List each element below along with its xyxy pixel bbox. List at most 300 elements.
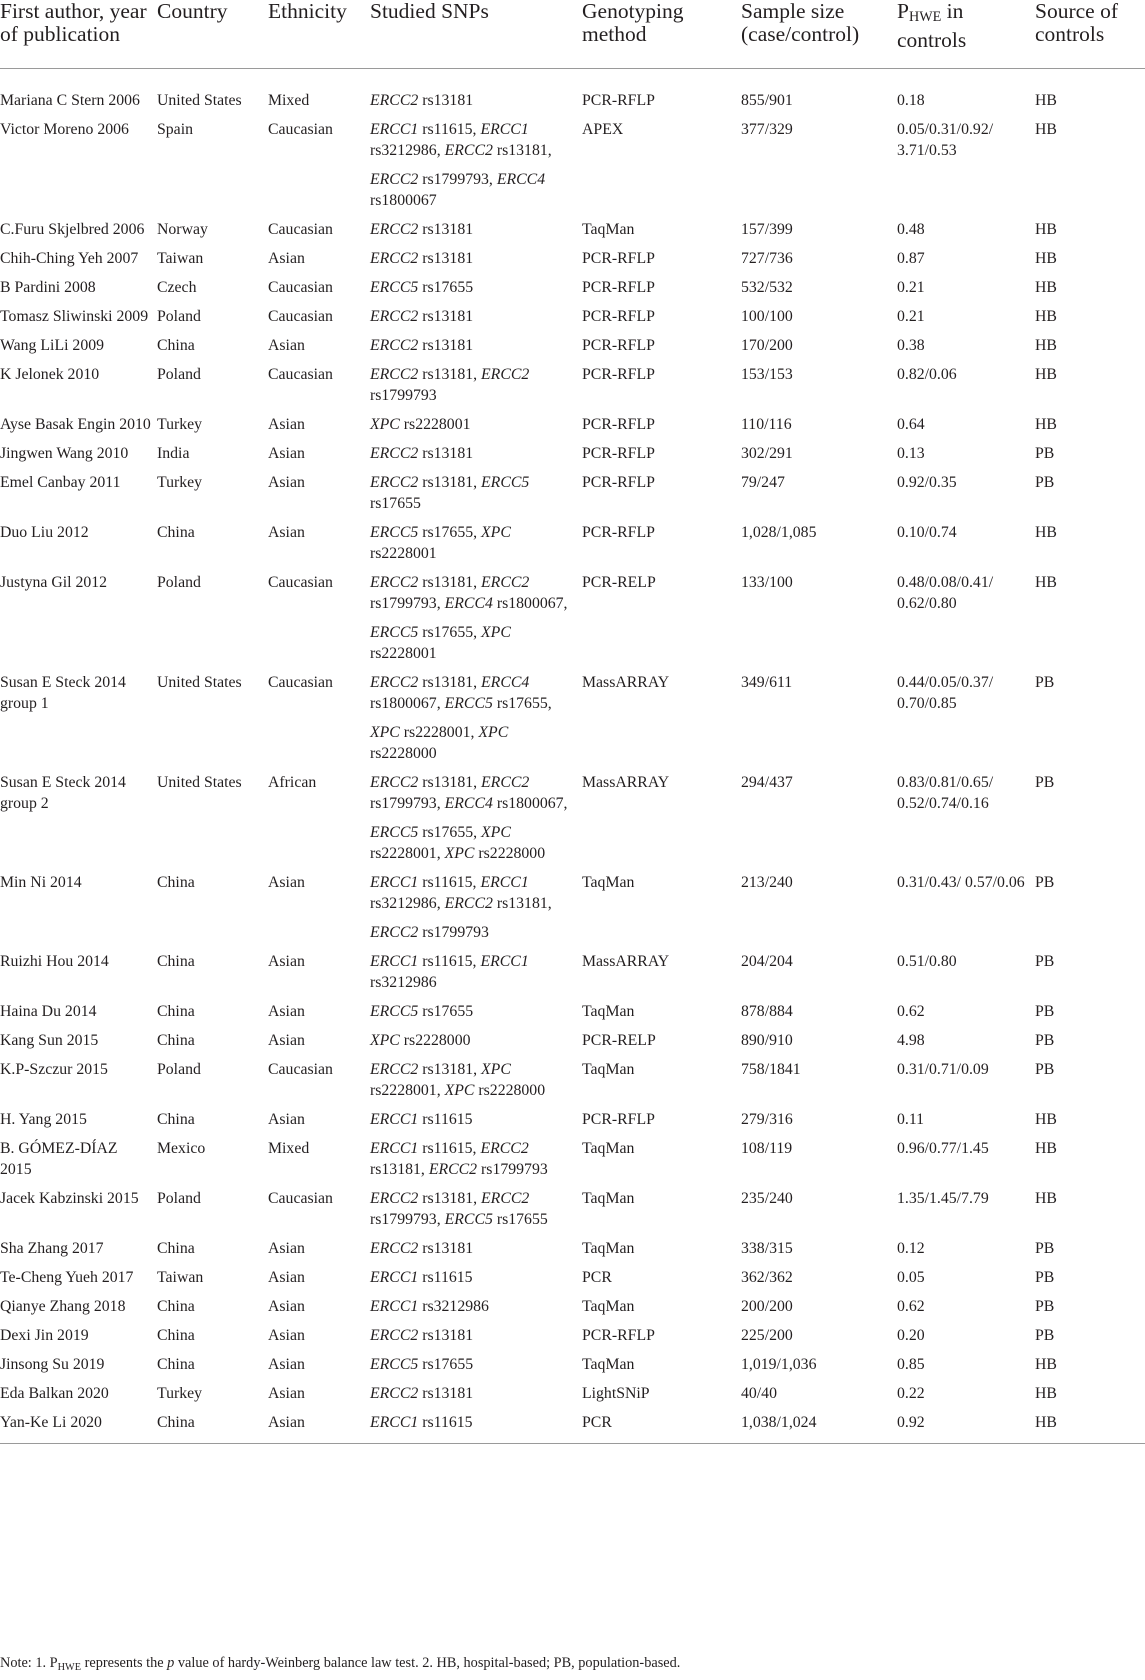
table-row [0, 443, 1145, 472]
cell-method: TaqMan [582, 1003, 635, 1020]
gene-name: ERCC2 [428, 1161, 478, 1178]
gene-name: XPC [481, 524, 511, 541]
cell-source: HB [1035, 1190, 1057, 1207]
cell-ethnicity: Asian [268, 1327, 305, 1344]
cell-sample-size: 377/329 [741, 121, 793, 138]
snp-line [370, 1109, 576, 1130]
snp-id: rs13181, [370, 1161, 429, 1178]
cell-phwe: 0.05/0.31/0.92/ 3.71/0.53 [897, 121, 994, 159]
cell-snps [370, 277, 582, 306]
cell-phwe: 0.48/0.08/0.41/ 0.62/0.80 [897, 574, 994, 612]
cell-country: China [157, 337, 195, 354]
snp-line [370, 169, 576, 211]
snp-id: rs1799793, [370, 1211, 445, 1228]
gene-name: ERCC2 [370, 1240, 419, 1257]
table-row [0, 1325, 1145, 1354]
cell-sample-size: 157/399 [741, 221, 793, 238]
snp-line [370, 722, 576, 764]
snp-id: rs13181, [492, 142, 552, 159]
cell-source: HB [1035, 250, 1057, 267]
snp-id: rs2228001 [399, 416, 471, 433]
cell-method: TaqMan [582, 1190, 635, 1207]
cell-phwe: 0.96/0.77/1.45 [897, 1140, 989, 1157]
cell-country: China [157, 874, 195, 891]
snp-id: rs2228000 [399, 1032, 471, 1049]
snp-id: rs3212986 [370, 974, 437, 991]
snp-id: rs17655, [418, 624, 482, 641]
cell-sample-size: 890/910 [741, 1032, 793, 1049]
note-p-italic: p [167, 1655, 175, 1671]
cell-country: Turkey [157, 1385, 203, 1402]
snp-id: rs2228000 [474, 1082, 546, 1099]
cell-method: LightSNiP [582, 1385, 650, 1402]
snp-line [370, 772, 576, 814]
snp-line [370, 90, 576, 111]
cell-source: HB [1035, 574, 1057, 591]
gene-name: ERCC5 [370, 1003, 419, 1020]
cell-phwe: 1.35/1.45/7.79 [897, 1190, 989, 1207]
gene-name: ERCC2 [370, 308, 419, 325]
cell-snps [370, 1059, 582, 1109]
snp-id: rs13181, [418, 1061, 482, 1078]
cell-ethnicity: Asian [268, 445, 305, 462]
gene-name: ERCC2 [370, 221, 419, 238]
gene-name: ERCC1 [370, 953, 419, 970]
snp-id: rs17655 [418, 1003, 474, 1020]
cell-ethnicity: Caucasian [268, 1061, 333, 1078]
snp-line [370, 443, 576, 464]
gene-name: ERCC1 [370, 1414, 419, 1431]
snp-line [370, 1296, 576, 1317]
gene-name: ERCC4 [444, 795, 493, 812]
cell-method: MassARRAY [582, 953, 670, 970]
cell-phwe: 0.83/0.81/0.65/ 0.52/0.74/0.16 [897, 774, 994, 812]
cell-snps [370, 1001, 582, 1030]
gene-name: XPC [481, 824, 511, 841]
snp-id: rs2228000 [474, 845, 546, 862]
cell-author: Jinsong Su 2019 [0, 1356, 105, 1373]
cell-author: Min Ni 2014 [0, 874, 82, 891]
phwe-subscript: HWE [908, 9, 942, 25]
table-row [0, 1109, 1145, 1138]
cell-author: K.P-Szczur 2015 [0, 1061, 108, 1078]
cell-ethnicity: Asian [268, 416, 305, 433]
table-row [0, 1030, 1145, 1059]
snp-id: rs3212986, [370, 142, 445, 159]
cell-source: HB [1035, 366, 1057, 383]
cell-source: PB [1035, 474, 1055, 491]
table-row [0, 335, 1145, 364]
snp-id: rs1800067 [370, 192, 437, 209]
cell-method: PCR-RFLP [582, 1111, 655, 1128]
gene-name: ERCC2 [370, 774, 419, 791]
cell-phwe: 0.21 [897, 308, 925, 325]
table-row [0, 219, 1145, 248]
snp-id: rs1800067, [492, 595, 568, 612]
cell-country: Czech [157, 279, 197, 296]
gene-name: XPC [478, 724, 509, 741]
cell-author: C.Furu Skjelbred 2006 [0, 221, 145, 238]
snp-id: rs17655, [418, 524, 482, 541]
cell-method: PCR [582, 1414, 612, 1431]
snp-line [370, 306, 576, 327]
cell-source: HB [1035, 1140, 1057, 1157]
cell-method: TaqMan [582, 1061, 635, 1078]
snp-id: rs1799793 [418, 924, 489, 941]
cell-ethnicity: Asian [268, 250, 305, 267]
cell-source: PB [1035, 874, 1055, 891]
cell-sample-size: 279/316 [741, 1111, 793, 1128]
cell-sample-size: 79/247 [741, 474, 785, 491]
snp-id: rs2228001, [399, 724, 479, 741]
cell-phwe: 0.85 [897, 1356, 925, 1373]
cell-country: Poland [157, 574, 201, 591]
cell-sample-size: 727/736 [741, 250, 793, 267]
gene-name: ERCC5 [370, 1356, 419, 1373]
note-prefix: Note: 1. P [0, 1655, 58, 1671]
table-row [0, 772, 1145, 872]
gene-name: ERCC2 [370, 474, 419, 491]
cell-ethnicity: Mixed [268, 92, 310, 109]
cell-ethnicity: Mixed [268, 1140, 310, 1157]
cell-snps [370, 472, 582, 522]
snp-line [370, 364, 576, 406]
note-subscript: HWE [57, 1662, 82, 1673]
cell-snps [370, 572, 582, 672]
cell-author: Te-Cheng Yueh 2017 [0, 1269, 134, 1286]
cell-ethnicity: Asian [268, 474, 305, 491]
snp-id: rs1800067, [370, 695, 445, 712]
snp-id: rs17655 [370, 495, 421, 512]
cell-ethnicity: Caucasian [268, 121, 333, 138]
snp-line [370, 822, 576, 864]
cell-snps [370, 1138, 582, 1188]
cell-snps [370, 1325, 582, 1354]
cell-snps [370, 1109, 582, 1138]
cell-author: Haina Du 2014 [0, 1003, 97, 1020]
gene-name: ERCC2 [370, 337, 419, 354]
cell-country: China [157, 1111, 195, 1128]
gene-name: ERCC4 [481, 674, 530, 691]
snp-line [370, 219, 576, 240]
snp-id: rs11615 [418, 1111, 473, 1128]
table-row [0, 1188, 1145, 1238]
cell-source: HB [1035, 1111, 1057, 1128]
cell-method: PCR-RFLP [582, 1327, 655, 1344]
snp-id: rs1799793, [370, 595, 445, 612]
cell-source: HB [1035, 416, 1057, 433]
cell-country: China [157, 1356, 195, 1373]
cell-sample-size: 878/884 [741, 1003, 793, 1020]
cell-source: PB [1035, 1032, 1055, 1049]
cell-author: Eda Balkan 2020 [0, 1385, 109, 1402]
snp-id: rs2228001 [370, 645, 437, 662]
cell-author: Victor Moreno 2006 [0, 121, 129, 138]
cell-author: Kang Sun 2015 [0, 1032, 99, 1049]
cell-ethnicity: Caucasian [268, 308, 333, 325]
cell-phwe: 0.51/0.80 [897, 953, 957, 970]
header-snps: Studied SNPs [370, 0, 489, 23]
cell-snps [370, 1296, 582, 1325]
cell-snps [370, 119, 582, 219]
note-middle: represents the [81, 1655, 168, 1671]
cell-method: TaqMan [582, 1356, 635, 1373]
cell-snps [370, 522, 582, 572]
cell-phwe: 0.31/0.71/0.09 [897, 1061, 989, 1078]
gene-name: ERCC2 [370, 445, 419, 462]
cell-snps [370, 1267, 582, 1296]
gene-name: ERCC2 [481, 774, 530, 791]
cell-author: Susan E Steck 2014 group 1 [0, 674, 126, 712]
cell-phwe: 0.92 [897, 1414, 925, 1431]
cell-phwe: 0.18 [897, 92, 925, 109]
snp-id: rs13181, [418, 366, 482, 383]
table-row [0, 522, 1145, 572]
header-sample-size: Sample size (case/control) [741, 0, 860, 46]
table-row [0, 1383, 1145, 1412]
cell-method: APEX [582, 121, 624, 138]
cell-author: Jingwen Wang 2010 [0, 445, 129, 462]
cell-snps [370, 872, 582, 951]
gene-name: ERCC2 [370, 1385, 419, 1402]
table-row [0, 69, 1145, 120]
cell-method: MassARRAY [582, 774, 670, 791]
gene-name: ERCC1 [370, 874, 419, 891]
snp-id: rs3212986, [370, 895, 445, 912]
snp-id: rs13181 [418, 337, 474, 354]
cell-country: China [157, 953, 195, 970]
table-row [0, 1296, 1145, 1325]
snp-line [370, 622, 576, 664]
gene-name: ERCC2 [481, 1190, 530, 1207]
cell-author: Mariana C Stern 2006 [0, 92, 140, 109]
cell-snps [370, 248, 582, 277]
snp-id: rs13181, [418, 774, 482, 791]
snp-line [370, 522, 576, 564]
snp-line [370, 922, 576, 943]
gene-name: ERCC2 [370, 92, 419, 109]
snp-line [370, 951, 576, 993]
gene-name: ERCC5 [370, 624, 419, 641]
header-phwe [897, 0, 1035, 69]
table-row [0, 1267, 1145, 1296]
gene-name: ERCC2 [370, 1061, 419, 1078]
cell-method: PCR [582, 1269, 612, 1286]
note-suffix: value of hardy-Weinberg balance law test. 2. HB, hospital-based; PB, population-based. [174, 1655, 681, 1671]
cell-sample-size: 213/240 [741, 874, 793, 891]
gene-name: ERCC2 [370, 574, 419, 591]
cell-source: PB [1035, 1327, 1055, 1344]
gene-name: ERCC2 [481, 574, 530, 591]
table-row [0, 306, 1145, 335]
snp-line [370, 1267, 576, 1288]
snp-id: rs2228000 [370, 745, 437, 762]
cell-country: Turkey [157, 474, 203, 491]
cell-method: TaqMan [582, 1140, 635, 1157]
cell-snps [370, 772, 582, 872]
cell-method: TaqMan [582, 221, 635, 238]
snp-line [370, 572, 576, 614]
gene-name: ERCC2 [480, 1140, 529, 1157]
cell-source: HB [1035, 308, 1057, 325]
snp-id: rs13181, [418, 474, 482, 491]
gene-name: ERCC4 [444, 595, 493, 612]
cell-country: China [157, 1003, 195, 1020]
cell-author: Sha Zhang 2017 [0, 1240, 104, 1257]
cell-method: PCR-RFLP [582, 308, 655, 325]
cell-ethnicity: Asian [268, 874, 305, 891]
gene-name: XPC [444, 845, 475, 862]
cell-country: Taiwan [157, 250, 204, 267]
gene-name: ERCC2 [370, 1327, 419, 1344]
cell-country: Turkey [157, 416, 203, 433]
header-method: Genotyping method [582, 0, 684, 46]
snp-id: rs1799793, [418, 171, 497, 188]
cell-country: China [157, 1414, 195, 1431]
cell-author: Ayse Basak Engin 2010 [0, 416, 151, 433]
cell-phwe: 0.44/0.05/0.37/ 0.70/0.85 [897, 674, 994, 712]
cell-snps [370, 443, 582, 472]
cell-source: HB [1035, 1356, 1057, 1373]
phwe-label: in controls [897, 0, 967, 52]
cell-method: PCR-RFLP [582, 524, 655, 541]
cell-source: HB [1035, 121, 1057, 138]
snp-line [370, 1138, 576, 1180]
cell-ethnicity: Caucasian [268, 366, 333, 383]
cell-ethnicity: Caucasian [268, 1190, 333, 1207]
cell-author: H. Yang 2015 [0, 1111, 87, 1128]
snp-id: rs13181 [418, 92, 474, 109]
snp-id: rs13181 [418, 221, 474, 238]
snp-line [370, 1412, 576, 1433]
gene-name: ERCC5 [444, 695, 493, 712]
cell-snps [370, 335, 582, 364]
cell-ethnicity: Asian [268, 524, 305, 541]
gene-name: ERCC2 [370, 250, 419, 267]
cell-snps [370, 219, 582, 248]
snp-line [370, 1030, 576, 1051]
cell-phwe: 0.20 [897, 1327, 925, 1344]
cell-snps [370, 1383, 582, 1412]
snp-id: rs11615 [418, 1269, 473, 1286]
cell-phwe: 0.87 [897, 250, 925, 267]
table-row [0, 572, 1145, 672]
cell-country: India [157, 445, 190, 462]
cell-sample-size: 100/100 [741, 308, 793, 325]
header-author: First author, year of publication [0, 0, 147, 46]
table-row [0, 1412, 1145, 1444]
cell-ethnicity: Asian [268, 1032, 305, 1049]
gene-name: ERCC4 [496, 171, 546, 188]
gene-name: ERCC2 [370, 171, 419, 188]
snp-line [370, 872, 576, 914]
gene-name: ERCC1 [480, 121, 529, 138]
snp-line [370, 1059, 576, 1101]
gene-name: ERCC2 [444, 895, 493, 912]
cell-source: PB [1035, 1061, 1055, 1078]
cell-country: Poland [157, 1190, 201, 1207]
cell-author: K Jelonek 2010 [0, 366, 100, 383]
table-row [0, 1059, 1145, 1109]
cell-source: PB [1035, 1240, 1055, 1257]
snp-id: rs13181 [418, 1327, 474, 1344]
snp-line [370, 335, 576, 356]
table-row [0, 364, 1145, 414]
snp-line [370, 1188, 576, 1230]
cell-sample-size: 855/901 [741, 92, 793, 109]
cell-author: Duo Liu 2012 [0, 524, 89, 541]
snp-id: rs11615, [418, 1140, 481, 1157]
table-row [0, 672, 1145, 772]
cell-country: Taiwan [157, 1269, 204, 1286]
cell-phwe: 0.48 [897, 221, 925, 238]
cell-source: PB [1035, 1298, 1055, 1315]
cell-country: Poland [157, 366, 201, 383]
cell-phwe: 0.64 [897, 416, 925, 433]
table-row [0, 951, 1145, 1001]
snp-id: rs11615 [418, 1414, 473, 1431]
cell-sample-size: 170/200 [741, 337, 793, 354]
snp-id: rs1799793 [370, 387, 437, 404]
cell-author: Dexi Jin 2019 [0, 1327, 89, 1344]
cell-source: HB [1035, 524, 1057, 541]
cell-sample-size: 362/362 [741, 1269, 793, 1286]
cell-source: HB [1035, 337, 1057, 354]
snp-id: rs11615, [418, 953, 481, 970]
cell-country: Mexico [157, 1140, 206, 1157]
cell-sample-size: 338/315 [741, 1240, 793, 1257]
gene-name: ERCC2 [370, 1190, 419, 1207]
cell-country: United States [157, 674, 242, 691]
snp-id: rs13181, [418, 1190, 482, 1207]
cell-sample-size: 235/240 [741, 1190, 793, 1207]
cell-snps [370, 69, 582, 120]
cell-sample-size: 758/1841 [741, 1061, 801, 1078]
cell-ethnicity: Asian [268, 1111, 305, 1128]
snp-id: rs13181 [418, 445, 474, 462]
cell-method: PCR-RFLP [582, 445, 655, 462]
cell-snps [370, 414, 582, 443]
cell-sample-size: 110/116 [741, 416, 792, 433]
gene-name: XPC [370, 416, 400, 433]
cell-country: China [157, 524, 195, 541]
snp-line [370, 414, 576, 435]
snp-id: rs1799793, [370, 795, 445, 812]
cell-author: Yan-Ke Li 2020 [0, 1414, 102, 1431]
cell-snps [370, 364, 582, 414]
cell-method: PCR-RFLP [582, 250, 655, 267]
table-row [0, 872, 1145, 951]
cell-phwe: 0.82/0.06 [897, 366, 957, 383]
snp-id: rs2228001 [370, 545, 437, 562]
snp-id: rs3212986 [418, 1298, 489, 1315]
cell-phwe: 0.31/0.43/ 0.57/0.06 [897, 874, 1025, 891]
snp-id: rs17655, [418, 824, 482, 841]
gene-name: ERCC1 [480, 953, 529, 970]
table-header [0, 0, 1145, 69]
cell-sample-size: 133/100 [741, 574, 793, 591]
snp-line [370, 672, 576, 714]
cell-sample-size: 302/291 [741, 445, 793, 462]
cell-source: PB [1035, 674, 1055, 691]
header-ethnicity: Ethnicity [268, 0, 347, 23]
cell-sample-size: 349/611 [741, 674, 793, 691]
cell-source: PB [1035, 1003, 1055, 1020]
cell-phwe: 0.05 [897, 1269, 925, 1286]
cell-author: Chih-Ching Yeh 2007 [0, 250, 139, 267]
cell-method: TaqMan [582, 1298, 635, 1315]
cell-snps [370, 1412, 582, 1444]
